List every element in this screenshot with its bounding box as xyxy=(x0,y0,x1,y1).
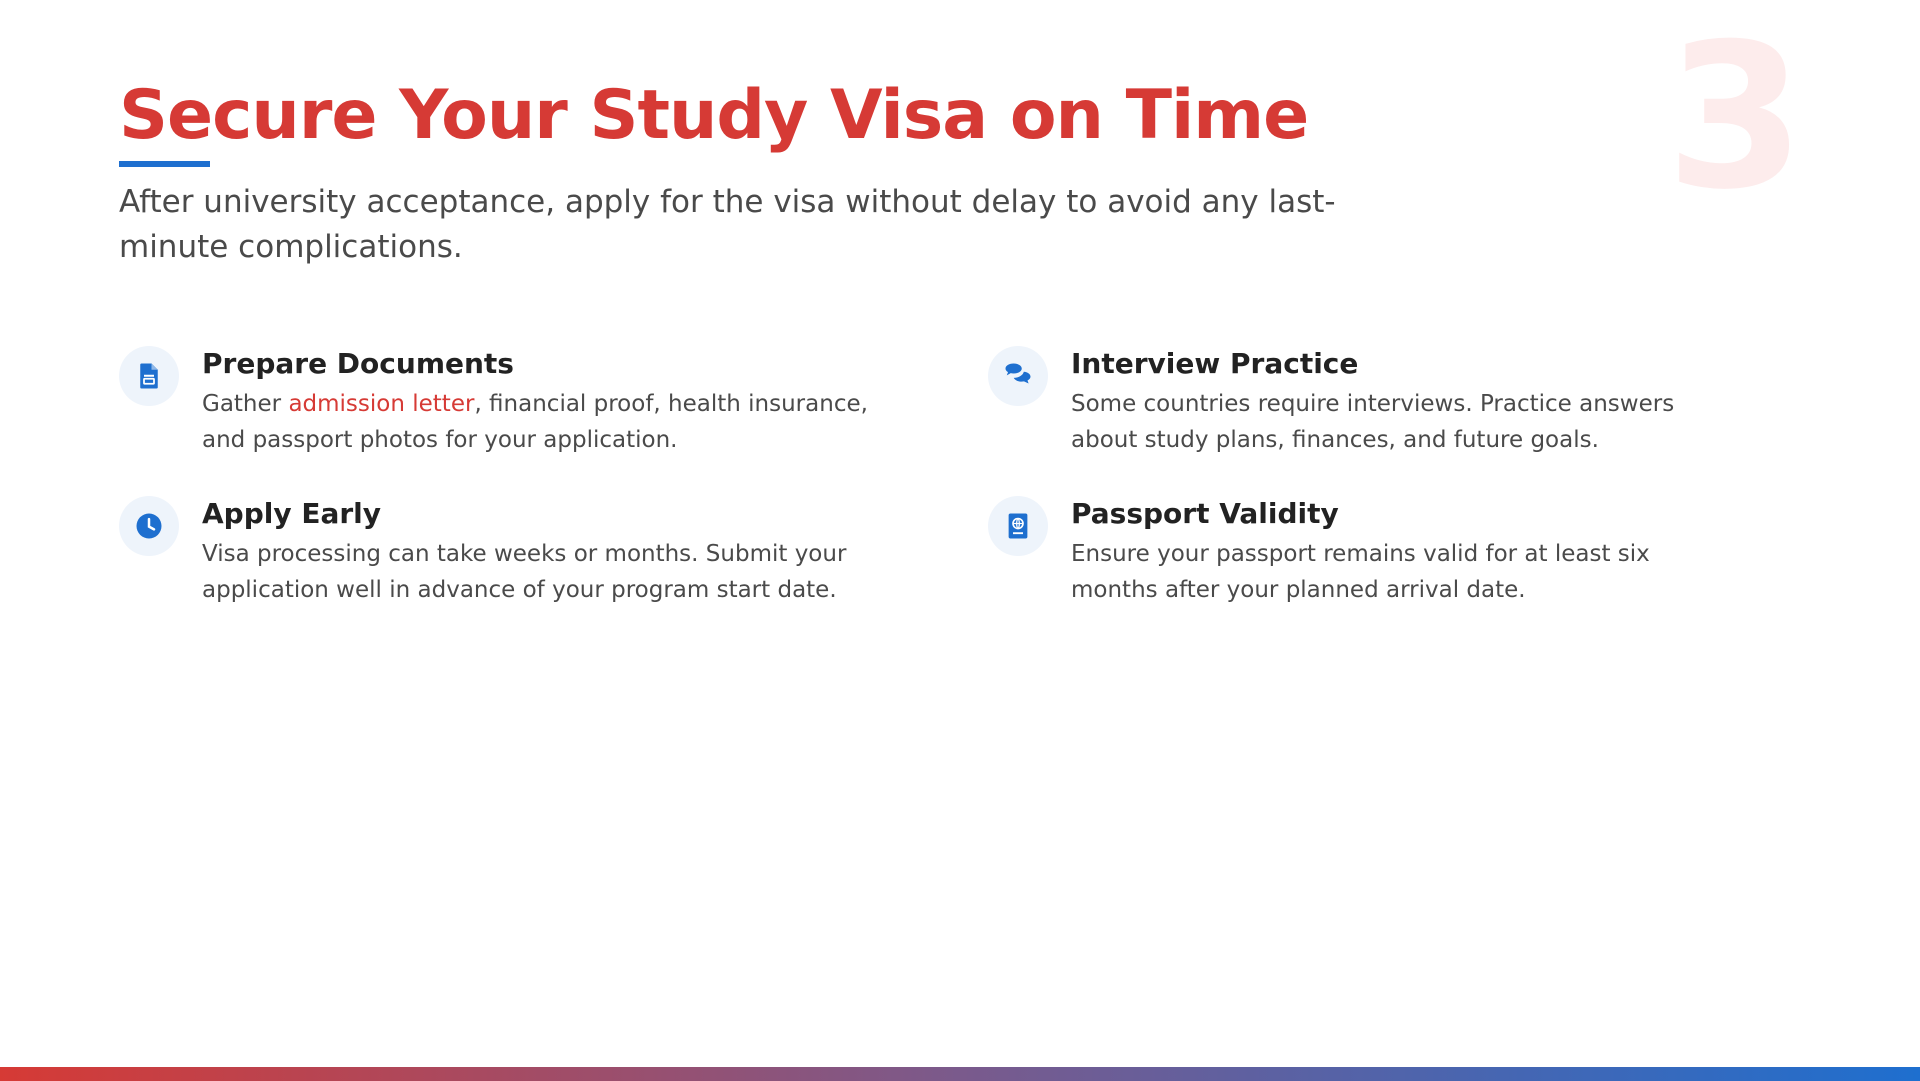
passport-icon xyxy=(988,496,1048,556)
feature-description: Visa processing can take weeks or months. Submit your application well in advance of your program start date. xyxy=(202,541,847,603)
feature-title: Apply Early xyxy=(202,497,382,530)
feature-description: Ensure your passport remains valid for at least six months after your planned arrival date. xyxy=(1071,541,1650,603)
chat-bubbles-icon xyxy=(988,346,1048,406)
step-number: 3 xyxy=(1665,1,1805,234)
highlighted-term: admission letter xyxy=(288,391,475,417)
bottom-gradient-bar xyxy=(0,1067,1920,1081)
feature-title: Passport Validity xyxy=(1071,497,1339,530)
title-underline xyxy=(119,161,210,167)
clock-icon xyxy=(119,496,179,556)
description-text: Gather xyxy=(202,391,289,417)
feature-description: Some countries require interviews. Practice answers about study plans, finances, and future goals. xyxy=(1071,391,1675,453)
feature-description xyxy=(202,386,872,458)
page-subtitle: After university acceptance, apply for the visa without delay to avoid any last-minute complications. xyxy=(119,184,1336,265)
document-icon xyxy=(119,346,179,406)
page-title: Secure Your Study Visa on Time xyxy=(119,76,1309,155)
feature-title: Prepare Documents xyxy=(202,347,514,380)
feature-title: Interview Practice xyxy=(1071,347,1359,380)
description-text: , financial proof, health insurance, and passport photos for your application. xyxy=(202,391,868,453)
